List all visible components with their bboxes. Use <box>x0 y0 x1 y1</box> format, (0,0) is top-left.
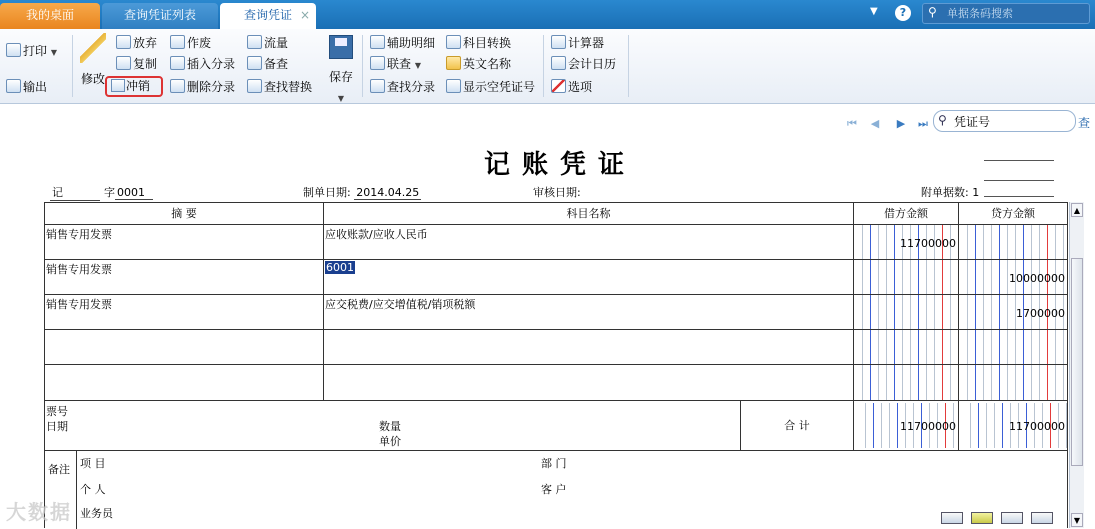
options-icon <box>551 79 566 93</box>
copy-button[interactable] <box>116 54 157 74</box>
digit-gridline <box>1031 330 1032 364</box>
flow-icon <box>247 35 262 49</box>
audit-date-label: 审核日期: <box>533 186 581 199</box>
digit-gridline <box>873 403 874 448</box>
show-number-icon <box>446 79 461 93</box>
link-icon <box>370 56 385 70</box>
digit-gridline <box>978 403 979 448</box>
digit-gridline <box>894 330 895 364</box>
options-button[interactable] <box>551 77 592 97</box>
digit-gridline <box>1047 225 1048 259</box>
last-record-icon[interactable]: ⏭ <box>918 117 928 130</box>
chevron-down-icon: ▼ <box>414 61 421 70</box>
entry-debit-cell[interactable] <box>854 260 959 295</box>
entry-debit-cell[interactable] <box>854 365 959 401</box>
copy-label: 复制 <box>133 57 158 71</box>
digit-gridline <box>902 260 903 294</box>
digit-gridline <box>886 225 887 259</box>
digit-gridline <box>1039 365 1040 400</box>
digit-gridline <box>897 403 898 448</box>
digit-gridline <box>991 330 992 364</box>
save-disk-icon <box>329 35 353 59</box>
digit-gridline <box>942 260 943 294</box>
digit-gridline <box>1039 330 1040 364</box>
detail-icon <box>370 35 385 49</box>
tab-bar <box>0 0 1095 29</box>
digit-gridline <box>967 225 968 259</box>
digit-gridline <box>886 365 887 400</box>
digit-gridline <box>983 260 984 294</box>
digit-gridline <box>862 365 863 400</box>
digit-gridline <box>942 330 943 364</box>
digit-gridline <box>894 365 895 400</box>
col-account: 科目名称 <box>324 203 854 225</box>
digit-gridline <box>967 365 968 400</box>
watermark-logo: 大数据 <box>6 500 72 524</box>
dropdown-arrow-icon[interactable]: ▼ <box>870 6 878 17</box>
digit-gridline <box>1007 260 1008 294</box>
col-debit: 借方金额 <box>854 203 959 225</box>
voucher-no-input[interactable] <box>954 114 1072 129</box>
digit-gridline <box>986 403 987 448</box>
digit-gridline <box>942 365 943 400</box>
printer-icon <box>6 43 21 57</box>
digit-gridline <box>991 295 992 329</box>
options-label: 选项 <box>568 80 593 94</box>
pencil-icon <box>80 33 106 63</box>
digit-gridline <box>975 365 976 400</box>
attachment-count-field[interactable] <box>921 184 979 200</box>
digit-gridline <box>902 365 903 400</box>
delete-entry-label: 删除分录 <box>187 80 236 94</box>
discard-label: 放弃 <box>133 36 158 50</box>
entry-summary-cell[interactable]: 销售专用发票 <box>45 225 324 260</box>
entry-list-icon[interactable] <box>941 512 963 524</box>
digit-gridline <box>934 260 935 294</box>
digit-gridline <box>1055 365 1056 400</box>
digit-gridline <box>886 330 887 364</box>
digit-gridline <box>870 365 871 400</box>
void-icon <box>170 35 185 49</box>
flow-button[interactable] <box>247 33 288 53</box>
void-button[interactable] <box>170 33 211 53</box>
find-icon <box>370 79 385 93</box>
digit-gridline <box>975 225 976 259</box>
delete-entry-button[interactable] <box>170 77 235 97</box>
digit-gridline <box>886 295 887 329</box>
voucher-type[interactable]: 记 <box>50 184 100 201</box>
digit-gridline <box>918 295 919 329</box>
col-summary: 摘 要 <box>45 203 324 225</box>
calculator-button[interactable] <box>551 33 604 53</box>
calculator-label: 计算器 <box>568 36 605 50</box>
account-convert-button[interactable] <box>446 33 511 53</box>
customer-label: 客 户 <box>541 483 567 496</box>
total-debit-cell: 11700000 <box>854 401 959 451</box>
english-name-label: 英文名称 <box>463 57 512 71</box>
find-replace-button[interactable] <box>247 77 312 97</box>
digit-gridline <box>870 260 871 294</box>
digit-gridline <box>991 260 992 294</box>
digit-gridline <box>926 295 927 329</box>
aux-detail-button[interactable] <box>370 33 435 53</box>
print-button[interactable] <box>6 41 57 61</box>
digit-gridline <box>910 260 911 294</box>
voucher-no-search[interactable] <box>933 110 1076 132</box>
remark-button[interactable] <box>247 54 288 74</box>
digit-gridline <box>889 403 890 448</box>
digit-gridline <box>1047 365 1048 400</box>
expand-down-icon[interactable] <box>1031 512 1053 524</box>
voucher-title: 记账凭证 <box>483 150 636 180</box>
digit-gridline <box>878 260 879 294</box>
digit-gridline <box>983 295 984 329</box>
digit-gridline <box>862 330 863 364</box>
remark-icon <box>247 56 262 70</box>
digit-gridline <box>870 225 871 259</box>
digit-gridline <box>918 260 919 294</box>
discard-button[interactable] <box>116 33 157 53</box>
digit-gridline <box>894 295 895 329</box>
total-credit-cell: 11700000 <box>959 401 1067 451</box>
acct-calendar-button[interactable] <box>551 54 616 74</box>
acct-calendar-label: 会计日历 <box>568 57 617 71</box>
digit-gridline <box>1007 330 1008 364</box>
individual-label: 个 人 <box>80 483 106 496</box>
digit-gridline <box>926 260 927 294</box>
account-convert-label: 科目转换 <box>463 36 512 50</box>
total-label: 合 计 <box>741 401 854 451</box>
voucher-number-field[interactable] <box>104 184 153 200</box>
digit-gridline <box>870 295 871 329</box>
show-empty-no-button[interactable] <box>446 77 535 97</box>
entry-account-cell[interactable] <box>324 260 854 295</box>
copy-icon <box>116 56 131 70</box>
digit-gridline <box>910 365 911 400</box>
entry-account-cell[interactable] <box>324 330 854 365</box>
flow-label: 流量 <box>264 36 289 50</box>
entry-debit-cell[interactable] <box>854 295 959 330</box>
digit-gridline <box>1055 225 1056 259</box>
digit-gridline <box>918 365 919 400</box>
tools-icon[interactable] <box>1001 512 1023 524</box>
digit-gridline <box>983 330 984 364</box>
digit-gridline <box>865 403 866 448</box>
digit-gridline <box>926 330 927 364</box>
digit-gridline <box>918 330 919 364</box>
entry-credit-cell[interactable]: 1700000 <box>959 295 1067 330</box>
toolbar-divider <box>628 35 629 97</box>
tab-query-voucher-label: 查询凭证 <box>243 8 292 22</box>
vertical-scrollbar[interactable] <box>1069 202 1084 528</box>
digit-gridline <box>894 260 895 294</box>
search-icon: ⚲ <box>938 113 947 127</box>
digit-gridline <box>862 225 863 259</box>
digit-gridline <box>967 295 968 329</box>
voucher-number: 0001 <box>115 186 153 200</box>
discard-icon <box>116 35 131 49</box>
digit-gridline <box>1015 365 1016 400</box>
digit-gridline <box>1031 225 1032 259</box>
reverse-icon <box>111 79 125 92</box>
divider-line <box>984 160 1054 161</box>
digit-gridline <box>862 260 863 294</box>
digit-gridline <box>999 330 1000 364</box>
digit-gridline <box>1007 365 1008 400</box>
digit-gridline <box>926 365 927 400</box>
entry-account-cell[interactable]: 应交税费/应交增值税/销项税额 <box>324 295 854 330</box>
digit-gridline <box>902 330 903 364</box>
digit-gridline <box>934 330 935 364</box>
digit-gridline <box>1066 403 1067 448</box>
digit-gridline <box>1015 225 1016 259</box>
digit-gridline <box>950 295 951 329</box>
output-label: 输出 <box>23 80 48 94</box>
convert-icon <box>446 35 461 49</box>
link-query-button[interactable] <box>370 54 421 74</box>
barcode-search-input[interactable] <box>947 6 1085 21</box>
voucher-table <box>44 202 1068 528</box>
print-label: 打印 <box>23 44 48 58</box>
calendar-icon <box>551 56 566 70</box>
ticket-date-label: 日期 <box>46 420 68 433</box>
next-record-icon[interactable]: ▶ <box>896 117 906 130</box>
scroll-up-icon[interactable]: ▲ <box>1071 203 1083 217</box>
chevron-down-icon: ▼ <box>50 48 57 57</box>
digit-gridline <box>1023 365 1024 400</box>
find-entry-label: 查找分录 <box>387 80 436 94</box>
digit-gridline <box>999 260 1000 294</box>
attachment-label: 附单据数: <box>921 186 969 199</box>
digit-gridline <box>991 365 992 400</box>
remark-area[interactable] <box>78 451 1067 529</box>
entry-summary-cell[interactable] <box>45 365 324 401</box>
insert-entry-label: 插入分录 <box>187 57 236 71</box>
entry-account-cell[interactable]: 应收账款/应收人民币 <box>324 225 854 260</box>
close-icon[interactable]: × <box>299 8 310 22</box>
digit-gridline <box>975 295 976 329</box>
export-icon <box>6 79 21 93</box>
zi-label: 字 <box>104 186 115 199</box>
query-button[interactable]: 查 <box>1078 116 1091 130</box>
account-input-selected[interactable]: 6001 <box>326 261 354 274</box>
entry-credit-cell[interactable] <box>959 330 1067 365</box>
toolbar-divider <box>362 35 363 97</box>
digit-gridline <box>950 365 951 400</box>
entry-debit-cell[interactable] <box>854 330 959 365</box>
edit-button[interactable] <box>78 33 108 91</box>
unit-price-label: 单价 <box>379 435 401 448</box>
digit-gridline <box>1063 365 1064 400</box>
digit-gridline <box>1031 365 1032 400</box>
calculator-icon <box>551 35 566 49</box>
digit-gridline <box>910 330 911 364</box>
english-icon <box>446 56 461 70</box>
digit-gridline <box>1023 330 1024 364</box>
digit-gridline <box>983 225 984 259</box>
create-date-label: 制单日期: <box>303 186 351 199</box>
digit-gridline <box>950 330 951 364</box>
scroll-down-icon[interactable]: ▼ <box>1071 513 1083 527</box>
digit-gridline <box>967 330 968 364</box>
insert-icon <box>170 56 185 70</box>
digit-gridline <box>934 365 935 400</box>
digit-gridline <box>878 330 879 364</box>
scroll-thumb[interactable] <box>1071 258 1083 466</box>
reverse-label: 冲销 <box>126 79 151 93</box>
digit-gridline <box>1007 295 1008 329</box>
entry-credit-cell[interactable] <box>959 365 1067 401</box>
digit-gridline <box>934 295 935 329</box>
quantity-label: 数量 <box>379 420 401 433</box>
digit-gridline <box>870 330 871 364</box>
previous-record-icon[interactable]: ◀ <box>870 117 880 130</box>
digit-gridline <box>1047 330 1048 364</box>
digit-gridline <box>950 260 951 294</box>
delete-icon <box>170 79 185 93</box>
digit-gridline <box>983 365 984 400</box>
entry-account-cell[interactable] <box>324 365 854 401</box>
remark-label: 备查 <box>264 57 289 71</box>
edit-label: 修改 <box>80 72 105 86</box>
save-label: 保存 <box>328 70 353 84</box>
digit-gridline <box>1015 330 1016 364</box>
digit-gridline <box>1023 225 1024 259</box>
digit-gridline <box>862 295 863 329</box>
digit-gridline <box>878 365 879 400</box>
save-button[interactable] <box>326 33 356 103</box>
aux-detail-label: 辅助明细 <box>387 36 436 50</box>
digit-gridline <box>999 365 1000 400</box>
ticket-info-cell[interactable] <box>45 401 741 451</box>
divider-line <box>984 180 1054 181</box>
digit-gridline <box>910 295 911 329</box>
project-label: 项 目 <box>80 457 106 470</box>
entry-debit-cell[interactable]: 11700000 <box>854 225 959 260</box>
create-date-value: 2014.04.25 <box>356 186 420 199</box>
digit-gridline <box>881 403 882 448</box>
digit-gridline <box>1002 403 1003 448</box>
digit-gridline <box>902 295 903 329</box>
search-icon: ⚲ <box>928 5 937 19</box>
digit-gridline <box>1039 225 1040 259</box>
digit-gridline <box>942 295 943 329</box>
toolbar <box>0 29 1095 104</box>
digit-gridline <box>970 403 971 448</box>
attachment-count: 1 <box>972 186 980 199</box>
digit-gridline <box>878 295 879 329</box>
find-entry-button[interactable] <box>370 77 435 97</box>
english-name-button[interactable] <box>446 54 511 74</box>
digit-gridline <box>878 225 879 259</box>
create-date-field[interactable] <box>303 184 421 200</box>
divider-line <box>984 196 1054 197</box>
tab-voucher-list[interactable]: 查询凭证列表 <box>102 3 218 29</box>
digit-gridline <box>1063 330 1064 364</box>
digit-gridline <box>975 260 976 294</box>
tab-query-voucher[interactable] <box>220 3 316 29</box>
tab-my-desktop[interactable]: 我的桌面 <box>0 3 100 29</box>
digit-gridline <box>886 260 887 294</box>
first-record-icon[interactable]: ⏮ <box>847 117 857 130</box>
digit-gridline <box>894 225 895 259</box>
digit-gridline <box>994 403 995 448</box>
digit-gridline <box>967 260 968 294</box>
digit-gridline <box>975 330 976 364</box>
remark-label: 备注 <box>48 463 70 476</box>
department-label: 部 门 <box>541 457 567 470</box>
barcode-search-box[interactable] <box>922 3 1090 24</box>
toolbar-divider <box>72 35 73 97</box>
entry-credit-cell[interactable] <box>959 225 1067 260</box>
ticket-no-label: 票号 <box>46 405 68 418</box>
toolbar-divider <box>543 35 544 97</box>
help-icon[interactable]: ? <box>895 5 911 21</box>
digit-gridline <box>991 225 992 259</box>
digit-gridline <box>1055 330 1056 364</box>
digit-gridline <box>999 225 1000 259</box>
reverse-button[interactable] <box>105 76 163 97</box>
chevron-down-icon: ▼ <box>337 94 345 103</box>
digit-gridline <box>1063 225 1064 259</box>
col-credit: 贷方金额 <box>959 203 1067 225</box>
card-icon[interactable] <box>971 512 993 524</box>
digit-gridline <box>1007 225 1008 259</box>
find-replace-label: 查找替换 <box>264 80 313 94</box>
insert-entry-button[interactable] <box>170 54 235 74</box>
entry-summary-cell[interactable] <box>45 330 324 365</box>
entry-credit-cell[interactable]: 10000000 <box>959 260 1067 295</box>
void-label: 作废 <box>187 36 212 50</box>
link-query-label: 联查 <box>387 57 412 71</box>
output-button[interactable] <box>6 77 47 97</box>
entry-summary-cell[interactable]: 销售专用发票 <box>45 260 324 295</box>
entry-summary-cell[interactable]: 销售专用发票 <box>45 295 324 330</box>
show-empty-no-label: 显示空凭证号 <box>463 80 536 94</box>
find-replace-icon <box>247 79 262 93</box>
digit-gridline <box>999 295 1000 329</box>
salesperson-label: 业务员 <box>80 507 113 520</box>
